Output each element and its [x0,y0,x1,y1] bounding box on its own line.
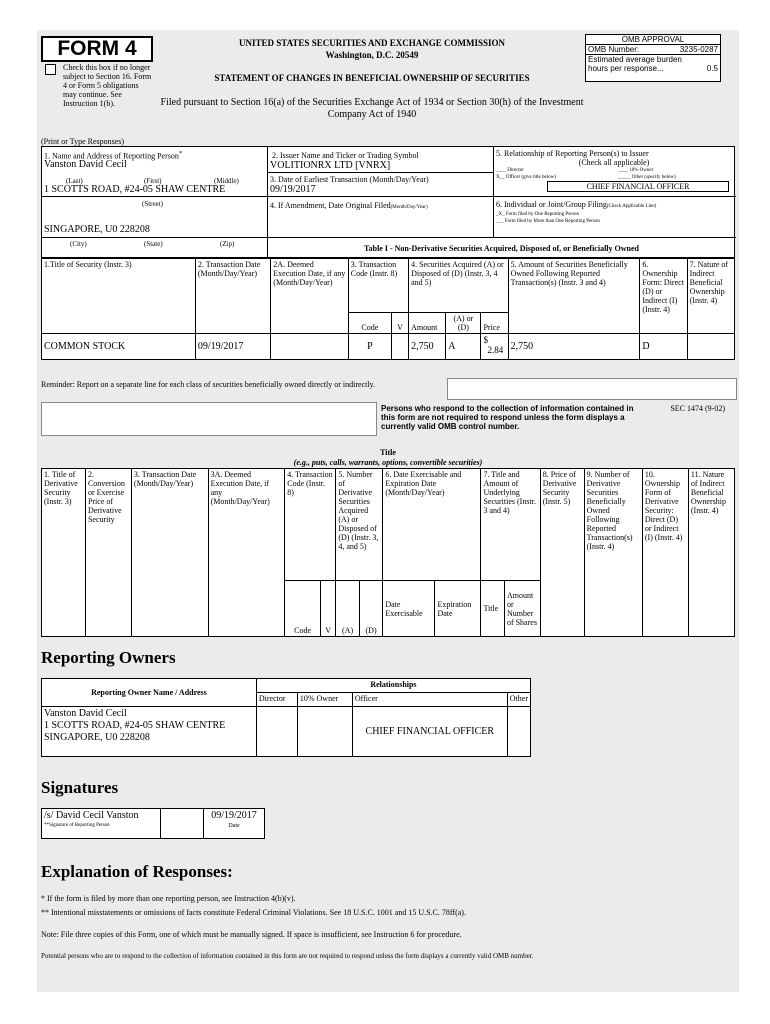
table2-v-header: V [321,581,336,637]
table2-expiration-header: Expiration Date [435,581,481,637]
omb-hours-label: hours per response... [588,64,664,73]
table2-h9: 9. Number of Derivative Securities Beneficially Owned Following Reported Transaction(s) (Instr. 4) [584,469,642,637]
individual-label: 6. Individual or Joint/Group Filing(Check Applicable Line) [496,200,657,209]
table2-title: Title [380,448,396,457]
omb-approval-box [585,34,721,82]
signatures-heading: Signatures [41,778,119,797]
omb-burden-label: Estimated average burden [588,55,682,64]
director-header: Director [256,693,297,707]
table1-v-header: V [391,313,408,334]
reminder-box [447,378,737,400]
table1-h4: 4. Securities Acquired (A) or Disposed of (D) (Instr. 3, 4 and 5) [409,259,509,313]
filed-pursuant: Filed pursuant to Section 16(a) of the Securities Exchange Act of 1934 or Section 30(h) of the Investment Company Act of 1940 [160,97,584,120]
issuer-label: 2. Issuer Name and Ticker or Trading Symbol [272,151,419,160]
table1-amount-header: Amount [409,313,446,334]
zip-label: (Zip) [220,240,235,248]
relationship-label: 5. Relationship of Reporting Person(s) to Issuer [496,149,649,158]
officer-header: Officer [352,693,507,707]
middle-label: (Middle) [214,177,239,185]
first-label: (First) [144,177,162,185]
table2-h11: 11. Nature of Indirect Beneficial Ownership (Instr. 4) [688,469,734,637]
no-longer-subject-checkbox[interactable] [45,64,56,75]
table2-h2: 2. Conversion or Exercise Price of Derivative Security [85,469,131,637]
one-person-option: _X_ Form filed by One Reporting Person [496,212,580,217]
table2-h10: 10. Ownership Form of Derivative Security: Direct (D) or Indirect (I) (Instr. 4) [642,469,688,637]
other-header: Other [507,693,530,707]
table2-subtitle: (e.g., puts, calls, warrants, options, convertible securities) [293,458,483,467]
form-title: FORM 4 [41,36,153,62]
director-option: ____ Director [496,168,524,173]
omb-number: 3235-0287 [679,45,718,54]
table1-h1: 1.Title of Security (Instr. 3) [42,259,196,334]
table1-price-header: Price [481,313,508,334]
row-owned: 2,750 [508,334,640,360]
statement-title: STATEMENT OF CHANGES IN BENEFICIAL OWNERSHIP OF SECURITIES [214,73,530,83]
table-row [42,334,735,360]
owner10-option: ____ 10% Owner [618,168,654,173]
table2-h4: 4. Transaction Code (Instr. 8) [285,469,336,581]
table1-h3: 3. Transaction Code (Instr. 8) [348,259,408,313]
last-label: (Last) [66,177,83,185]
reminder-text: Reminder: Report on a separate line for each class of securities beneficially owned directly or indirectly. [41,380,376,389]
table2-h1: 1. Title of Derivative Security (Instr. 3) [42,469,86,637]
table2-title-header: Title [481,581,505,637]
table2-date-exercisable-header: Date Exercisable [383,581,435,637]
check-note: Check this box if no longer subject to Section 16. Form 4 or Form 5 obligations may continue. See Instruction 1(b). [63,63,152,108]
omb-number-row [586,45,720,55]
row-amount: 2,750 [409,334,446,360]
reporting-name: Vanston David Cecil [44,159,127,170]
table1 [41,258,735,360]
table2 [41,468,735,637]
table1-h2a: 2A. Deemed Execution Date, if any (Month/Day/Year) [271,259,348,334]
omb-title: OMB APPROVAL [586,35,720,45]
table2-code-header: Code [285,581,321,637]
table2-d-header: (D) [359,581,383,637]
table1-aord-header: (A) or (D) [446,313,481,334]
relationship-sub: (Check all applicable) [578,158,650,167]
blank-box [41,402,377,436]
sec-code: SEC 1474 (9-02) [670,404,725,413]
state-label: (State) [144,240,163,248]
amend-label: 4. If Amendment, Date Original Filed(Month/Day/Year) [270,201,428,210]
table2-h3a: 3A. Deemed Execution Date, if any (Month/Day/Year) [208,469,285,637]
row-form: D [640,334,687,360]
officer-option: X__ Officer (give title below) [496,175,556,180]
table2-h5: 5. Number of Derivative Securities Acquired (A) or Disposed of (D) (Instr. 3, 4, and 5) [336,469,383,581]
table1-h2: 2. Transaction Date (Month/Day/Year) [195,259,270,334]
issuer-value: VOLITIONRX LTD [VNRX] [270,160,391,171]
row-title: COMMON STOCK [42,334,196,360]
owner-officer-value: CHIEF FINANCIAL OFFICER [352,707,507,757]
reporting-name-label: 1. Name and Address of Reporting Person* [44,150,183,161]
signatures-table [41,808,265,839]
row-aord: A [446,334,481,360]
explanation-note-4: Potential persons who are to respond to the collection of information contained in this form are not required to respond unless the form displays a currently valid OMB number. [41,952,534,960]
owner-info: Vanston David Cecil 1 SCOTTS ROAD, #24-05 SHAW CENTRE SINGAPORE, U0 228208 [42,707,257,757]
table2-h7: 7. Title and Amount of Underlying Securities (Instr. 3 and 4) [481,469,540,581]
city-value: SINGAPORE, U0 228208 [44,224,150,235]
omb-hours: 0.5 [706,64,718,73]
table1-h6: 6. Ownership Form: Direct (D) or Indirect (I) (Instr. 4) [640,259,687,334]
table2-h3: 3. Transaction Date (Month/Day/Year) [131,469,208,637]
agency-name: UNITED STATES SECURITIES AND EXCHANGE COMMISSION [239,38,505,48]
street-label: (Street) [142,200,163,208]
table2-amount-header: Amount or Number of Shares [504,581,540,637]
agency-location: Washington, D.C. 20549 [325,50,419,60]
city-label: (City) [70,240,87,248]
row-date: 09/19/2017 [195,334,270,360]
row-price: $ 2.84 [481,334,508,360]
reporting-section [41,146,735,258]
table-row [42,707,531,757]
form-page [37,30,739,992]
signature-cell: /s/ David Cecil Vanston **Signature of Reporting Person [42,809,161,839]
table2-h6: 6. Date Exercisable and Expiration Date (Month/Day/Year) [383,469,481,581]
owner10-header: 10% Owner [297,693,352,707]
explanation-note-3: Note: File three copies of this Form, one of which must be manually signed. If space is insufficient, see Instruction 6 for procedure. [41,930,462,939]
relationships-header: Relationships [256,679,530,693]
explanation-note-1: * If the form is filed by more than one reporting person, see Instruction 4(b)(v). [41,894,296,903]
table2-a-header: (A) [336,581,360,637]
omb-hours-row [586,64,720,73]
other-option: _____ Other (specify below) [618,175,676,180]
row-code: P [348,334,391,360]
earliest-value: 09/19/2017 [270,184,316,195]
reporting-owners-table [41,678,531,757]
table1-title: Table I - Non-Derivative Securities Acquired, Disposed of, or Beneficially Owned [364,244,639,253]
table1-h7: 7. Nature of Indirect Beneficial Ownership (Instr. 4) [687,259,734,334]
owner-name-header: Reporting Owner Name / Address [42,679,257,707]
earliest-label: 3. Date of Earliest Transaction (Month/Day/Year) [270,175,429,184]
street-value: 1 SCOTTS ROAD, #24-05 SHAW CENTRE [44,184,226,195]
explanation-heading: Explanation of Responses: [41,862,233,881]
omb-number-label: OMB Number: [588,45,640,54]
more-person-option: ___ Form filed by More than One Reporting Person [496,219,600,224]
signature-date-cell: 09/19/2017 Date [204,809,265,839]
table2-h8: 8. Price of Derivative Security (Instr. 5) [540,469,584,637]
reporting-owners-heading: Reporting Owners [41,648,176,667]
table1-h5: 5. Amount of Securities Beneficially Owned Following Reported Transaction(s) (Instr. 3 and 4) [508,259,640,334]
persons-notice: Persons who respond to the collection of information contained in this form are not required to respond unless the form displays a currently valid OMB control number. [381,404,634,431]
table1-code-header: Code [348,313,391,334]
print-note: (Print or Type Responses) [41,137,125,146]
officer-title: CHIEF FINANCIAL OFFICER [547,181,729,192]
explanation-note-2: ** Intentional misstatements or omissions of facts constitute Federal Criminal Violations. See 18 U.S.C. 1001 and 15 U.S.C. 78ff(a). [41,908,466,917]
